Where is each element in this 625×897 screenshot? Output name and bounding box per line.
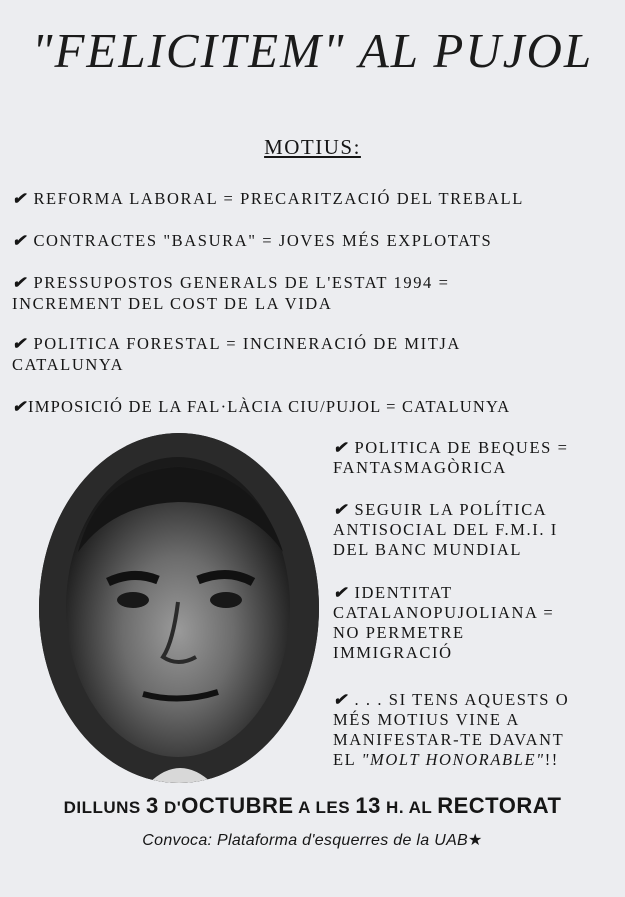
reason-text: CATALANOPUJOLIANA = (333, 603, 555, 622)
reason-text: POLITICA DE BEQUES = (354, 438, 569, 457)
date-month: OCTUBRE (181, 793, 294, 818)
reason-text: PRESSUPOSTOS GENERALS DE L'ESTAT 1994 = (33, 273, 450, 292)
convoca-text: Convoca: Plataforma d'esquerres de la UAB (142, 832, 469, 849)
date-word: H. AL (386, 798, 432, 817)
poster-title: "FELICITEM" AL PUJOL (31, 23, 594, 78)
reason-item (333, 583, 554, 663)
check-icon: ✔ (333, 583, 349, 602)
check-icon: ✔ (12, 273, 28, 292)
date-day: 3 (145, 793, 159, 818)
reason-text: IMMIGRACIÓ (333, 643, 453, 662)
date-hour: 13 (355, 793, 381, 818)
star-icon: ★ (468, 832, 483, 849)
reason-item (12, 333, 461, 375)
check-icon: ✔ (333, 438, 349, 457)
reason-text: INCREMENT DEL COST DE LA VIDA (12, 294, 333, 313)
check-icon: ✔ (333, 690, 349, 709)
reason-text: SEGUIR LA POLÍTICA (354, 500, 548, 519)
reason-text: CONTRACTES "BASURA" = JOVES MÉS EXPLOTATS (33, 231, 493, 250)
date-word: D' (163, 798, 182, 817)
reason-text: IDENTITAT (354, 583, 453, 602)
reason-item (333, 438, 569, 478)
reason-item (12, 396, 510, 417)
reason-text: . . . SI TENS AQUESTS O (354, 690, 570, 709)
event-date-line (0, 793, 625, 819)
honorable-emphasis: "MOLT HONORABLE" (361, 750, 545, 769)
portrait-photo (38, 432, 320, 784)
reason-item (333, 500, 558, 560)
reason-text: DEL BANC MUNDIAL (333, 540, 523, 559)
reason-item (12, 230, 492, 251)
reason-item (12, 272, 450, 314)
reason-text: NO PERMETRE (333, 623, 465, 642)
check-icon: ✔ (12, 189, 28, 208)
event-location: RECTORAT (437, 793, 562, 818)
reason-text: POLITICA FORESTAL = INCINERACIÓ DE MITJA (33, 334, 461, 353)
reason-text: MANIFESTAR-TE DAVANT (333, 730, 565, 749)
convoca-line (0, 830, 625, 850)
reason-text: REFORMA LABORAL = PRECARITZACIÓ DEL TREBALL (33, 189, 524, 208)
check-icon: ✔ (12, 231, 28, 250)
motius-heading: MOTIUS: (264, 135, 361, 159)
reason-text: MÉS MOTIUS VINE A (333, 710, 520, 729)
reason-text: EL (333, 750, 362, 769)
reason-text: IMPOSICIÓ DE LA FAL·LÀCIA CIU/PUJOL = CATALUNYA (28, 397, 511, 416)
reason-item (333, 690, 569, 770)
date-word: DILLUNS (63, 798, 141, 817)
reason-text: FANTASMAGÒRICA (333, 458, 507, 477)
check-icon: ✔ (333, 500, 349, 519)
reason-text: CATALUNYA (12, 355, 125, 374)
check-icon: ✔ (12, 397, 28, 416)
reason-text: ANTISOCIAL DEL F.M.I. I (333, 520, 558, 539)
reason-text: !! (544, 750, 559, 769)
reason-item (12, 188, 524, 209)
date-word: A LES (298, 798, 351, 817)
check-icon: ✔ (12, 334, 28, 353)
